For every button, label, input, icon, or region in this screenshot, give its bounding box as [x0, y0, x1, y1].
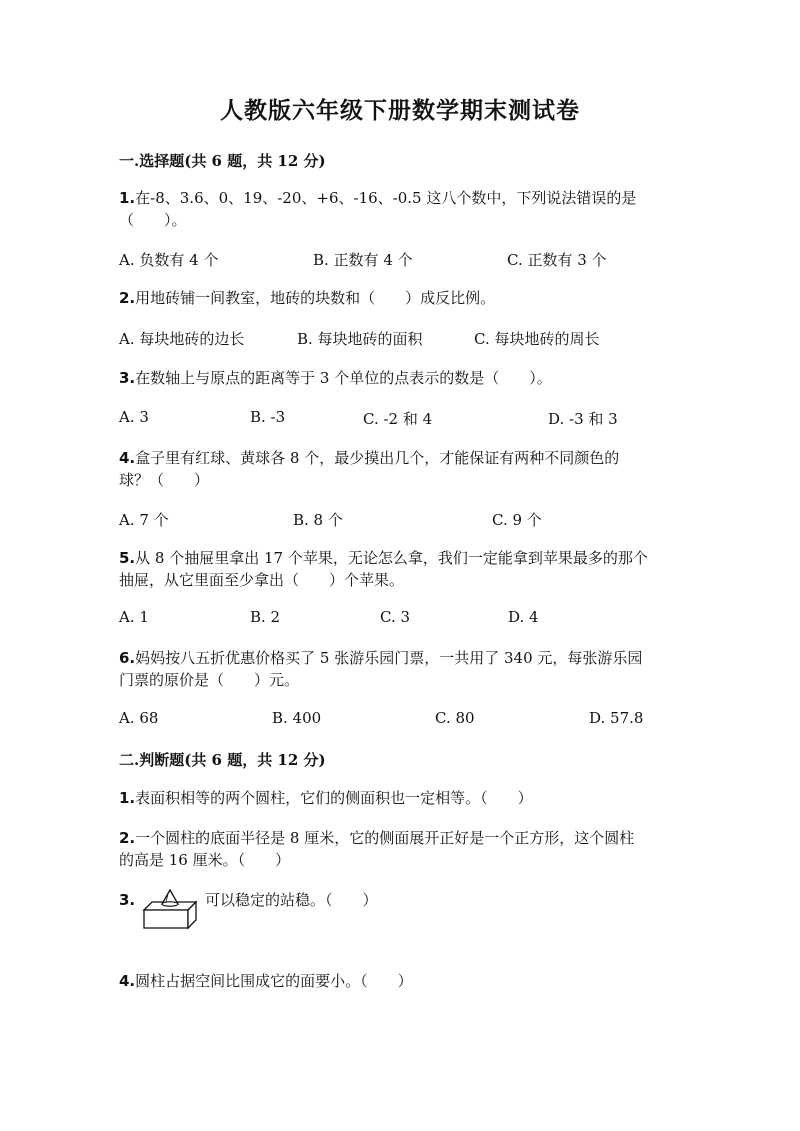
question-text: 圆柱占据空间比围成它的面要小。（ ） — [135, 972, 413, 990]
option-c: C. 正数有 3 个 — [507, 251, 607, 269]
option-a: A. 7 个 — [119, 511, 169, 529]
option-c: C. 3 — [380, 608, 411, 626]
section-header-judgment: 二.判断题(共 6 题，共 12 分) — [119, 751, 326, 769]
question-2 — [119, 287, 679, 309]
option-a: A. 68 — [119, 709, 159, 727]
question-number: 3. — [119, 369, 136, 387]
judgment-3 — [205, 889, 605, 911]
question-text-cont: 门票的原价是（ ）元。 — [119, 671, 300, 689]
option-b: B. -3 — [250, 408, 286, 426]
question-text: 在数轴上与原点的距离等于 3 个单位的点表示的数是（ ）。 — [135, 369, 552, 387]
question-number: 4. — [119, 972, 136, 990]
question-number: 1. — [119, 789, 136, 807]
option-b: B. 8 个 — [293, 511, 343, 529]
question-number: 2. — [119, 829, 136, 847]
page-title: 人教版六年级下册数学期末测试卷 — [220, 97, 580, 124]
question-text-cont: 的高是 16 厘米。（ ） — [119, 851, 291, 869]
question-text: 妈妈按八五折优惠价格买了 5 张游乐园门票，一共用了 340 元，每张游乐园 — [135, 649, 643, 667]
option-d: D. -3 和 3 — [548, 410, 618, 428]
option-a: A. 负数有 4 个 — [119, 251, 219, 269]
question-text: 可以稳定的站稳。（ ） — [205, 891, 378, 909]
option-b: B. 正数有 4 个 — [313, 251, 413, 269]
question-4 — [119, 447, 679, 491]
question-text: 一个圆柱的底面半径是 8 厘米，它的侧面展开正好是一个正方形，这个圆柱 — [135, 829, 635, 847]
option-c: C. 每块地砖的周长 — [474, 330, 600, 348]
question-text: 从 8 个抽屉里拿出 17 个苹果，无论怎么拿，我们一定能拿到苹果最多的那个 — [135, 549, 648, 567]
question-3 — [119, 367, 679, 389]
question-number: 6. — [119, 649, 136, 667]
question-text: 表面积相等的两个圆柱，它们的侧面积也一定相等。（ ） — [135, 789, 533, 807]
question-6 — [119, 647, 679, 691]
option-b: B. 400 — [272, 709, 322, 727]
option-d: D. 57.8 — [589, 709, 644, 727]
option-c: C. 9 个 — [492, 511, 542, 529]
question-text-cont: （ ）。 — [119, 211, 187, 229]
question-number: 4. — [119, 449, 136, 467]
option-b: B. 每块地砖的面积 — [297, 330, 423, 348]
option-a: A. 1 — [119, 608, 149, 626]
cone-on-box-figure — [140, 888, 200, 932]
question-text: 在-8、3.6、0、19、-20、+6、-16、-0.5 这八个数中，下列说法错误的是 — [135, 189, 637, 207]
judgment-1 — [119, 787, 679, 809]
question-text: 盒子里有红球、黄球各 8 个，最少摸出几个，才能保证有两种不同颜色的 — [135, 449, 620, 467]
judgment-4 — [119, 970, 679, 992]
question-text-cont: 抽屉，从它里面至少拿出（ ）个苹果。 — [119, 571, 405, 589]
question-text-cont: 球？（ ） — [119, 471, 210, 489]
question-number: 3. — [119, 891, 136, 909]
option-a: A. 每块地砖的边长 — [119, 330, 245, 348]
option-b: B. 2 — [250, 608, 281, 626]
option-c: C. -2 和 4 — [363, 410, 433, 428]
judgment-2 — [119, 827, 679, 871]
question-number: 1. — [119, 189, 136, 207]
question-number: 2. — [119, 289, 136, 307]
question-text: 用地砖铺一间教室，地砖的块数和（ ）成反比例。 — [135, 289, 496, 307]
section-header-choice: 一.选择题(共 6 题，共 12 分) — [119, 152, 326, 170]
option-d: D. 4 — [508, 608, 539, 626]
option-a: A. 3 — [119, 408, 149, 426]
question-1 — [119, 187, 679, 231]
question-number: 5. — [119, 549, 136, 567]
question-5 — [119, 547, 679, 591]
option-c: C. 80 — [435, 709, 475, 727]
